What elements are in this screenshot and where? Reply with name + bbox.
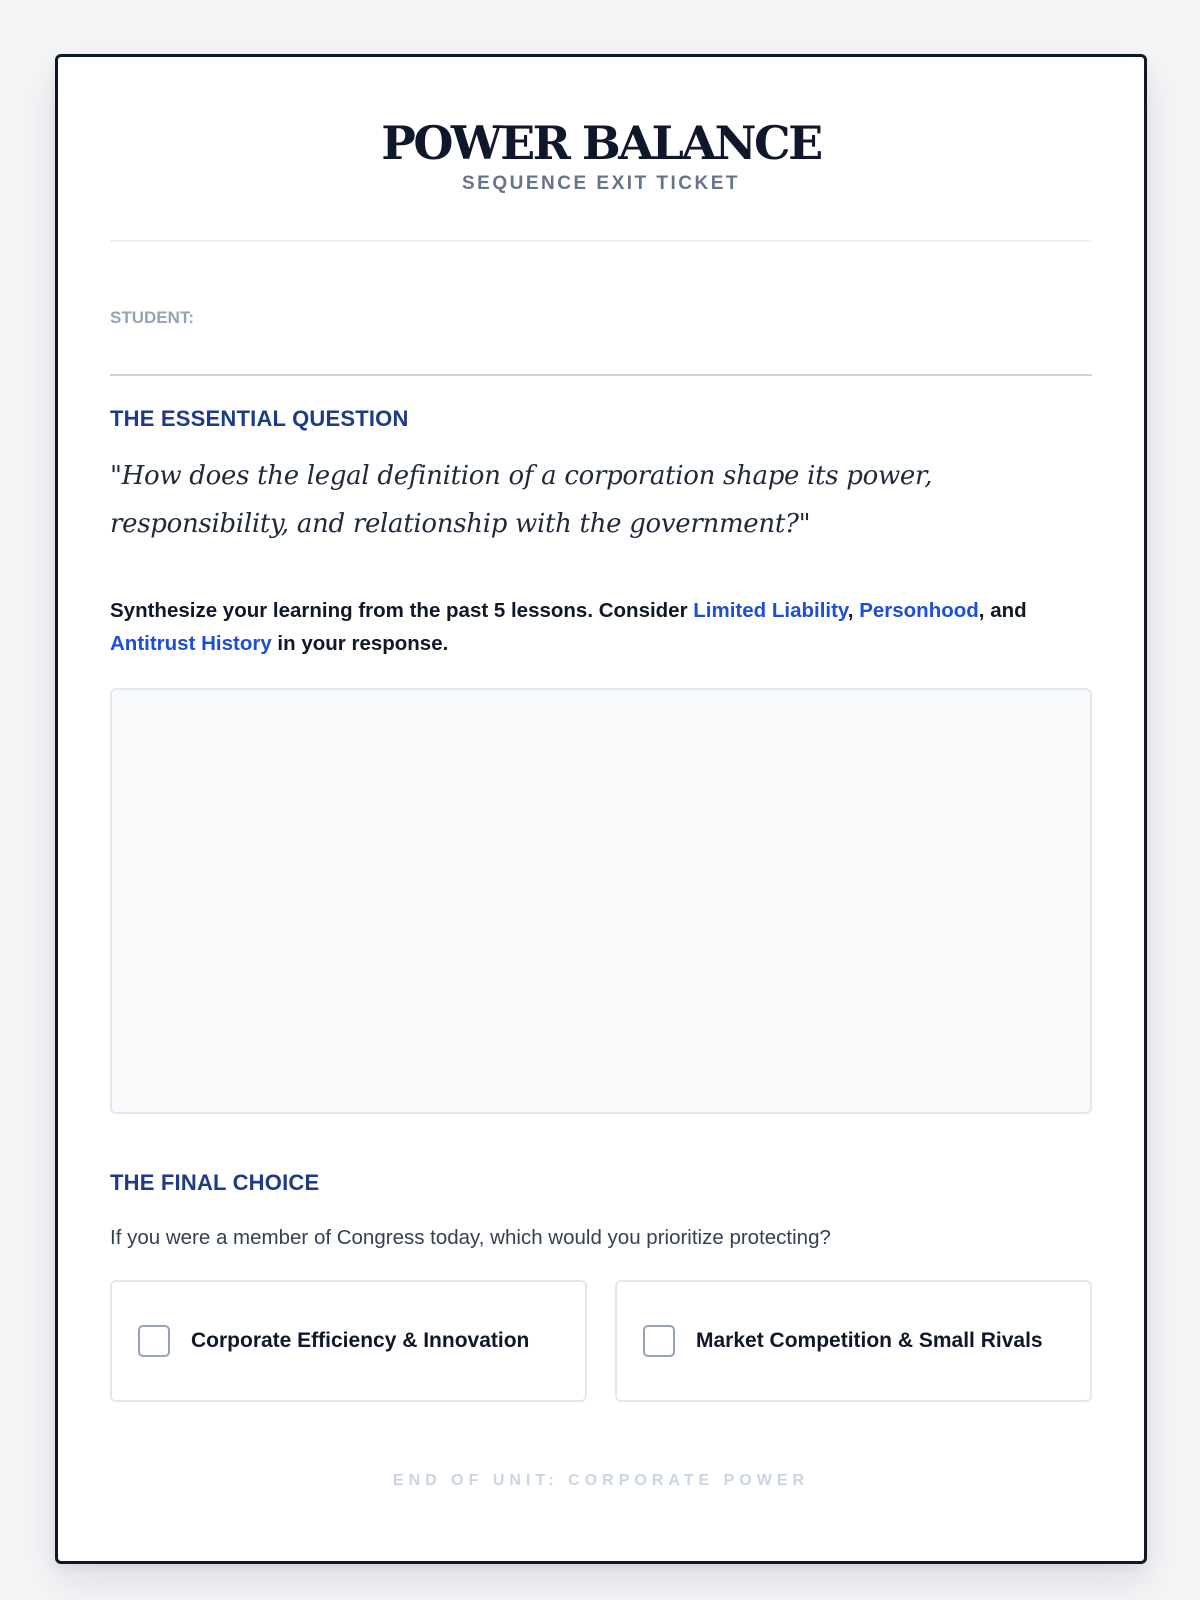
student-label: STUDENT: — [110, 308, 195, 327]
essential-question-heading: THE ESSENTIAL QUESTION — [110, 406, 409, 431]
student-row — [110, 242, 1092, 376]
choice-label: Corporate Efficiency & Innovation — [191, 1329, 530, 1352]
subtitle: SEQUENCE EXIT TICKET — [461, 173, 741, 194]
footer-text: END OF UNIT: CORPORATE POWER — [392, 1472, 810, 1489]
choice-label: Market Competition & Small Rivals — [696, 1329, 1043, 1352]
exit-ticket-card — [55, 54, 1147, 1564]
final-choice-heading: THE FINAL CHOICE — [110, 1170, 320, 1195]
term-limited-liability-link[interactable]: Limited Liability — [693, 599, 848, 622]
instructions-outro: in your response. — [271, 632, 449, 655]
final-choice-prompt: If you were a member of Congress today, which would you prioritize protecting? — [110, 1226, 831, 1249]
instructions-intro: Synthesize your learning from the past 5 lessons. Consider — [110, 599, 694, 622]
choice-group — [110, 1280, 1092, 1402]
essential-question-text: "How does the legal definition of a corporation shape its power, responsibility, and relationship with the government?" — [110, 461, 933, 539]
term-personhood-link[interactable]: Personhood — [859, 599, 979, 622]
header — [110, 57, 1092, 242]
choice-market-competition[interactable] — [615, 1280, 1092, 1402]
brand-title: POWER BALANCE — [381, 116, 821, 170]
instructions-separator: , — [847, 599, 860, 622]
student-name-input[interactable] — [220, 294, 1092, 338]
term-antitrust-history-link[interactable]: Antitrust History — [110, 632, 272, 655]
instructions — [110, 594, 1092, 660]
checkbox-icon[interactable] — [643, 1325, 675, 1357]
choice-corporate-efficiency[interactable] — [110, 1280, 587, 1402]
instructions-separator: , and — [978, 599, 1027, 622]
checkbox-icon[interactable] — [138, 1325, 170, 1357]
response-textarea[interactable] — [110, 688, 1092, 1114]
